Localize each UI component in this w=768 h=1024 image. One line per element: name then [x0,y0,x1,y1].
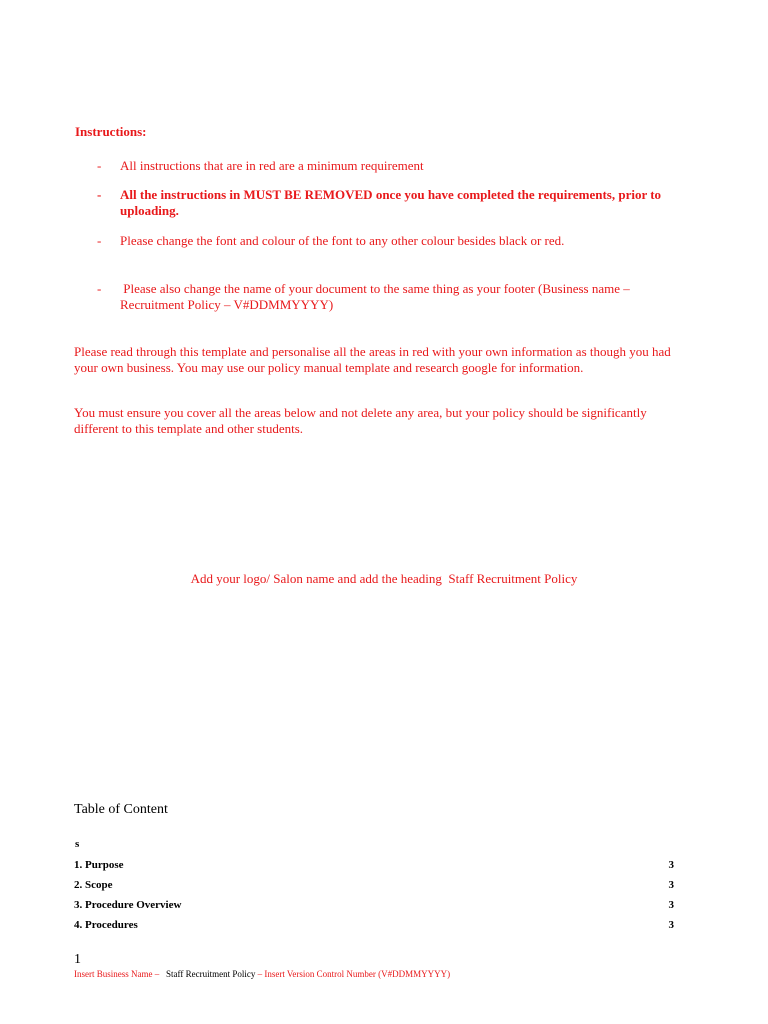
bullet-dash: - [97,187,102,202]
footer-version: – Insert Version Control Number (V#DDMMYYYY) [257,969,451,979]
page-number: 1 [74,952,81,967]
bullet-dash: - [97,281,102,296]
bullet-text: Please change the font and colour of the font to any other colour besides black or red. [120,233,565,248]
logo-instruction: Add your logo/ Salon name and add the heading Staff Recruitment Policy [190,571,578,586]
toc-page: 3 [668,899,674,911]
toc-page: 3 [668,919,674,931]
personalise-paragraph: Please read through this template and personalise all the areas in red with your own information as though you had your own business. You may use our policy manual template and research google for information. [74,344,671,375]
toc-label: 3. Procedure Overview [74,899,182,911]
instructions-heading: Instructions: [75,124,147,139]
coverage-paragraph: You must ensure you cover all the areas below and not delete any area, but your policy should be significantly different to this template and other students. [74,405,647,436]
toc-title: Table of Content [74,802,168,817]
bullet-text: Please also change the name of your document to the same thing as your footer (Business name – Recruitment Policy – V#DDMMYYYY) [120,281,634,312]
toc-row-purpose[interactable] [74,859,676,873]
bullet-text: All the instructions in MUST BE REMOVED once you have completed the requirements, prior to uploading. [120,187,662,218]
toc-row-scope[interactable] [74,879,676,893]
toc-label: 1. Purpose [74,859,124,871]
toc-page: 3 [668,859,674,871]
toc-page: 3 [668,879,674,891]
toc-row-procedures[interactable] [74,919,676,933]
toc-label: 4. Procedures [74,919,138,931]
footer-policy-name: Staff Recruitment Policy [166,969,256,979]
footer [74,969,450,979]
footer-business-name: Insert Business Name – [74,969,160,979]
bullet-dash: - [97,233,102,248]
toc-label: 2. Scope [74,879,113,891]
toc-title-wrap: s [75,838,80,850]
bullet-dash: - [97,158,102,173]
bullet-text: All instructions that are in red are a minimum requirement [120,158,424,173]
toc-row-procedure-overview[interactable] [74,899,676,913]
